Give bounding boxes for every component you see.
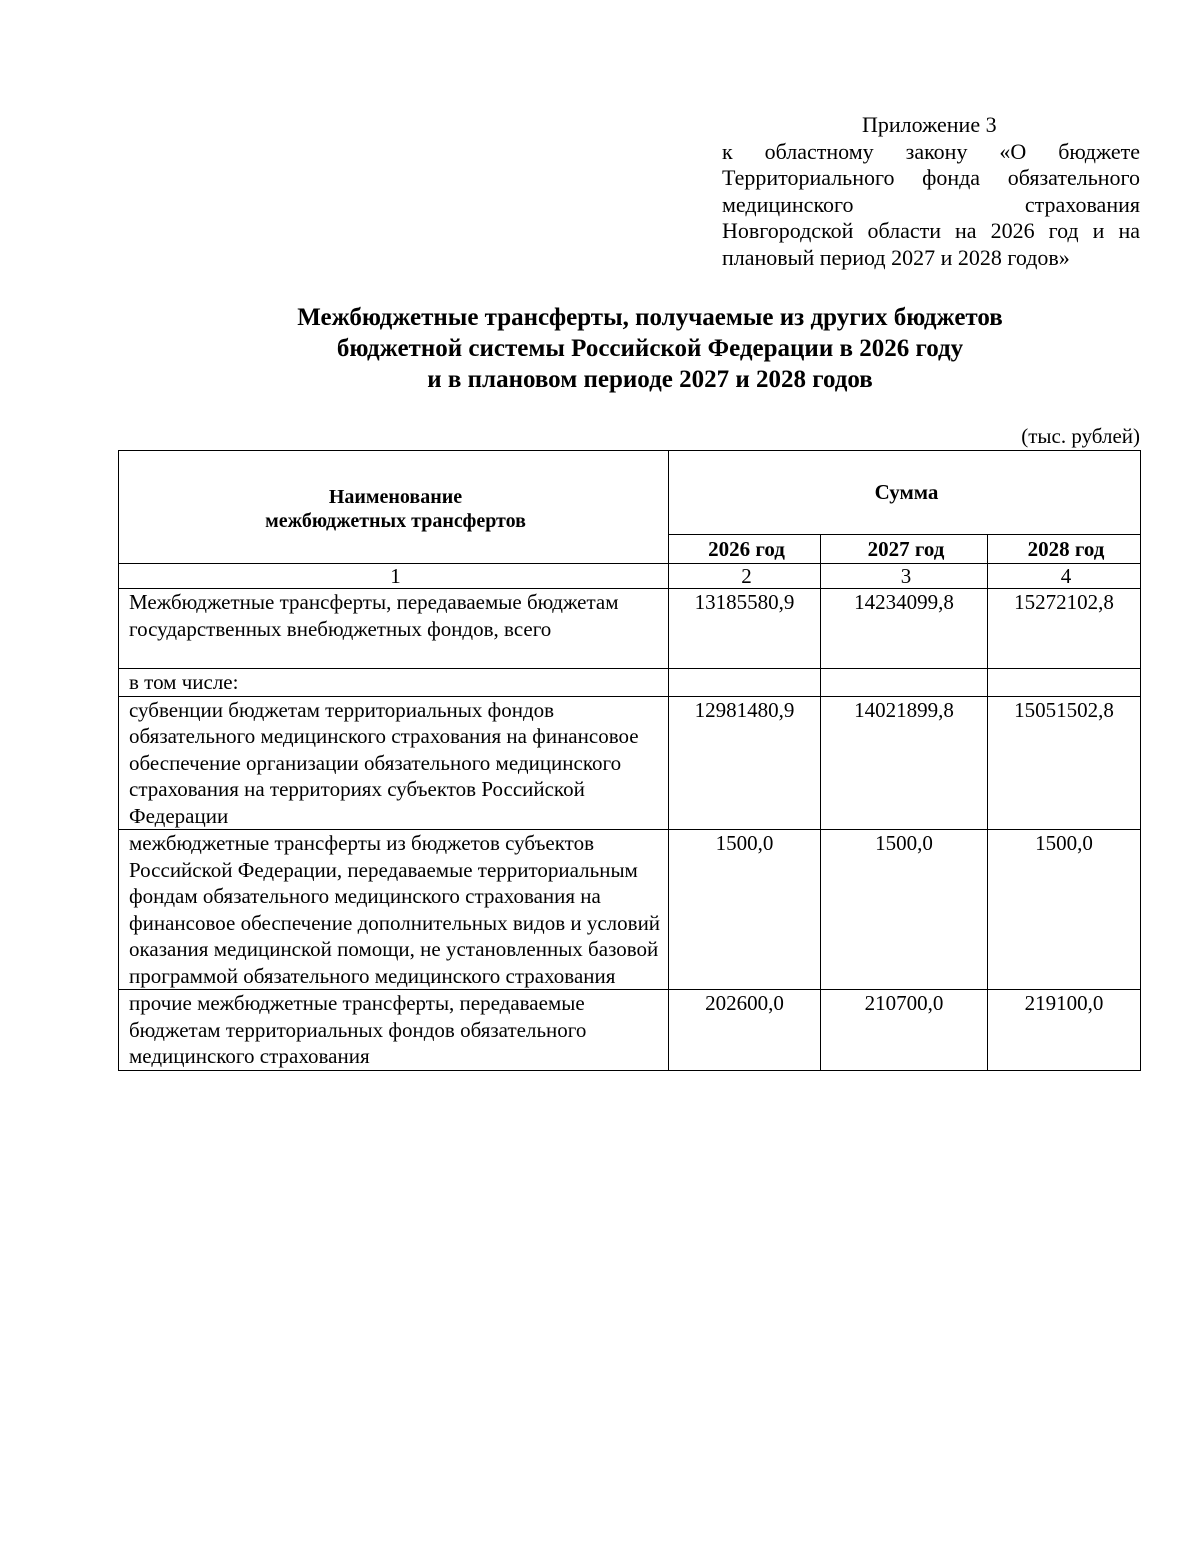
row-value-2028: 1500,0 xyxy=(988,830,1141,990)
row-value-2027: 14234099,8 xyxy=(821,589,988,669)
row-value-2026: 13185580,9 xyxy=(669,589,821,669)
row-value-2026: 1500,0 xyxy=(669,830,821,990)
table-row xyxy=(119,990,1141,1071)
row-value-2027: 1500,0 xyxy=(821,830,988,990)
table-row xyxy=(119,669,1141,697)
appendix-number: Приложение 3 xyxy=(862,112,997,137)
row-value-2028: 219100,0 xyxy=(988,990,1141,1071)
row-value-2026: 202600,0 xyxy=(669,990,821,1071)
header-sum-cell: Сумма xyxy=(669,451,1141,535)
appendix-block xyxy=(722,112,1140,271)
column-number: 3 xyxy=(821,564,988,589)
header-year-2027: 2027 год xyxy=(821,534,988,563)
row-name: прочие межбюджетные трансферты, передаваемые бюджетам территориальных фондов обязательного медицинского страхования xyxy=(119,990,669,1071)
table-header-row xyxy=(119,451,1141,535)
row-name: Межбюджетные трансферты, передаваемые бюджетам государственных внебюджетных фондов, всего xyxy=(119,589,669,669)
row-value-2028: 15051502,8 xyxy=(988,696,1141,830)
header-name-line-1: Наименование xyxy=(328,486,463,508)
title-line-1: Межбюджетные трансферты, получаемые из других бюджетов xyxy=(297,304,1003,331)
row-value-2028 xyxy=(988,669,1141,697)
table-row xyxy=(119,830,1141,990)
row-value-2027: 210700,0 xyxy=(821,990,988,1071)
title-line-2: бюджетной системы Российской Федерации в 2026 году xyxy=(336,335,964,362)
row-name: в том числе: xyxy=(119,669,669,697)
header-year-2028: 2028 год xyxy=(988,534,1141,563)
column-number: 2 xyxy=(669,564,821,589)
row-value-2028: 15272102,8 xyxy=(988,589,1141,669)
row-name: субвенции бюджетам территориальных фондов обязательного медицинского страхования на финансовое обеспечение организации обязательного медицинского страхования на территориях субъектов Российской Федерации xyxy=(119,696,669,830)
column-numbers-row xyxy=(119,564,1141,589)
appendix-line-3: медицинского страхования xyxy=(722,191,1140,217)
appendix-line-1: к областному закону «О бюджете xyxy=(722,138,1140,164)
table-row xyxy=(119,696,1141,830)
row-value-2026 xyxy=(669,669,821,697)
title-line-3: и в плановом периоде 2027 и 2028 годов xyxy=(427,366,873,393)
header-name-line-2: межбюджетных трансфертов xyxy=(265,510,526,532)
column-number: 1 xyxy=(119,564,669,589)
row-value-2027 xyxy=(821,669,988,697)
appendix-line-4: Новгородской области на 2026 год и на xyxy=(722,218,1140,243)
transfers-table xyxy=(118,450,1141,1071)
document-title xyxy=(150,302,1150,395)
units-label: (тыс. рублей) xyxy=(1021,424,1140,448)
row-name: межбюджетные трансферты из бюджетов субъектов Российской Федерации, передаваемые территориальным фондам обязательного медицинского страхования на финансовое обеспечение дополнительных видов и условий оказания медицинской помощи, не установленных базовой программой обязательного медицинского страхования xyxy=(119,830,669,990)
table-row xyxy=(119,589,1141,669)
header-year-2026: 2026 год xyxy=(669,534,821,563)
column-number: 4 xyxy=(988,564,1141,589)
row-value-2026: 12981480,9 xyxy=(669,696,821,830)
row-value-2027: 14021899,8 xyxy=(821,696,988,830)
appendix-line-2: Территориального фонда обязательного xyxy=(722,165,1140,190)
appendix-line-5: плановый период 2027 и 2028 годов» xyxy=(722,244,1070,270)
header-name-cell xyxy=(119,451,669,564)
